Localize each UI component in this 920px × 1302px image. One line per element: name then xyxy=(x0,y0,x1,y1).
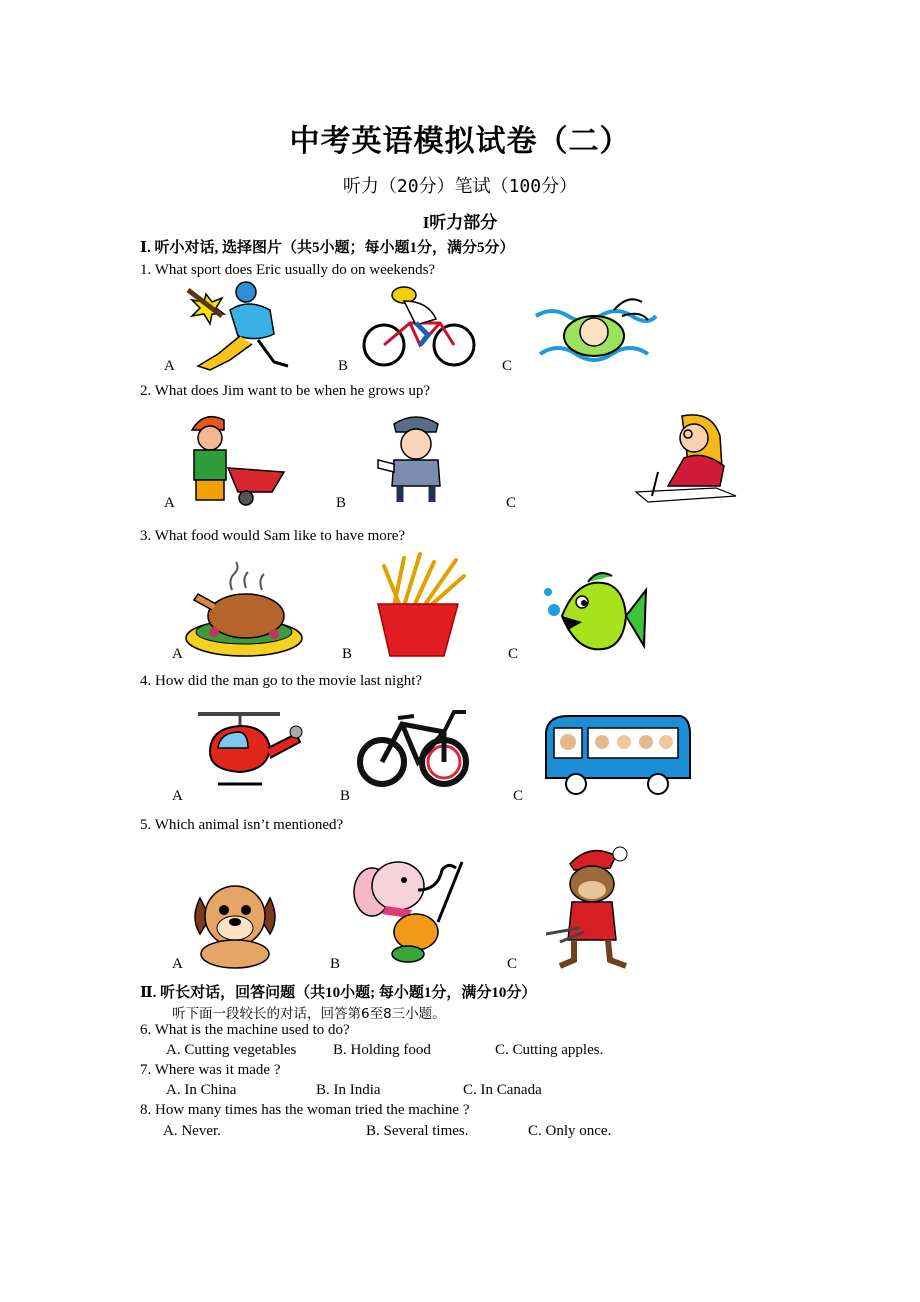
q8-option-c: C. Only once. xyxy=(528,1123,612,1139)
q7-option-c: C. In Canada xyxy=(463,1082,542,1098)
roast-chicken-image xyxy=(184,560,304,660)
q3-label-b: B xyxy=(342,646,353,662)
page-subtitle: 听力（20分）笔试（100分） xyxy=(342,176,578,197)
q4-label-c: C xyxy=(513,788,524,804)
question-1: 1. What sport does Eric usually do on weekends? xyxy=(140,262,436,278)
writer-image xyxy=(628,410,740,510)
monkey-image xyxy=(540,842,644,970)
french-fries-image xyxy=(364,550,472,660)
elephant-image xyxy=(352,856,468,964)
q7-option-b: B. In India xyxy=(316,1082,381,1098)
question-7: 7. Where was it made ? xyxy=(140,1062,281,1078)
question-6: 6. What is the machine used to do? xyxy=(140,1022,350,1038)
q5-label-b: B xyxy=(330,956,341,972)
q7-option-a: A. In China xyxy=(166,1082,237,1098)
baseball-player-image xyxy=(178,280,300,372)
dog-image xyxy=(186,878,284,968)
racing-bike-image xyxy=(358,698,470,798)
q2-label-a: A xyxy=(164,495,175,511)
q8-option-b: B. Several times. xyxy=(366,1123,469,1139)
section2-heading: Ⅱ. 听长对话，回答问题（共10小题; 每小题1分，满分10分） xyxy=(140,985,537,1001)
q1-label-a: A xyxy=(164,358,175,374)
q6-option-b: B. Holding food xyxy=(333,1042,431,1058)
fish-image xyxy=(538,566,648,664)
q6-option-c: C. Cutting apples. xyxy=(495,1042,604,1058)
q1-label-b: B xyxy=(338,358,349,374)
part-heading: I听力部分 xyxy=(422,213,498,232)
q4-label-b: B xyxy=(340,788,351,804)
q5-label-c: C xyxy=(507,956,518,972)
section2-instruction: 听下面一段较长的对话，回答第6至8三小题。 xyxy=(172,1006,446,1022)
bus-image xyxy=(542,712,692,800)
section1-heading: Ⅰ. 听小对话, 选择图片（共5小题；每小题1分，满分5分） xyxy=(140,240,515,256)
question-8: 8. How many times has the woman tried the machine ? xyxy=(140,1102,470,1118)
question-3: 3. What food would Sam like to have more? xyxy=(140,528,406,544)
question-5: 5. Which animal isn’t mentioned? xyxy=(140,817,344,833)
q3-label-a: A xyxy=(172,646,183,662)
q4-label-a: A xyxy=(172,788,183,804)
q3-label-c: C xyxy=(508,646,519,662)
question-4: 4. How did the man go to the movie last night? xyxy=(140,673,423,689)
cyclist-image xyxy=(362,283,476,371)
farmer-with-wheelbarrow-image xyxy=(180,410,292,506)
q2-label-b: B xyxy=(336,495,347,511)
q1-label-c: C xyxy=(502,358,513,374)
swimmer-image xyxy=(532,280,658,372)
q5-label-a: A xyxy=(172,956,183,972)
question-2: 2. What does Jim want to be when he grows up? xyxy=(140,383,431,399)
q6-option-a: A. Cutting vegetables xyxy=(166,1042,297,1058)
q2-label-c: C xyxy=(506,495,517,511)
page-title: 中考英语模拟试卷（二） xyxy=(289,124,631,159)
helicopter-image xyxy=(196,704,306,794)
q8-option-a: A. Never. xyxy=(163,1123,221,1139)
policeman-image xyxy=(376,410,456,504)
